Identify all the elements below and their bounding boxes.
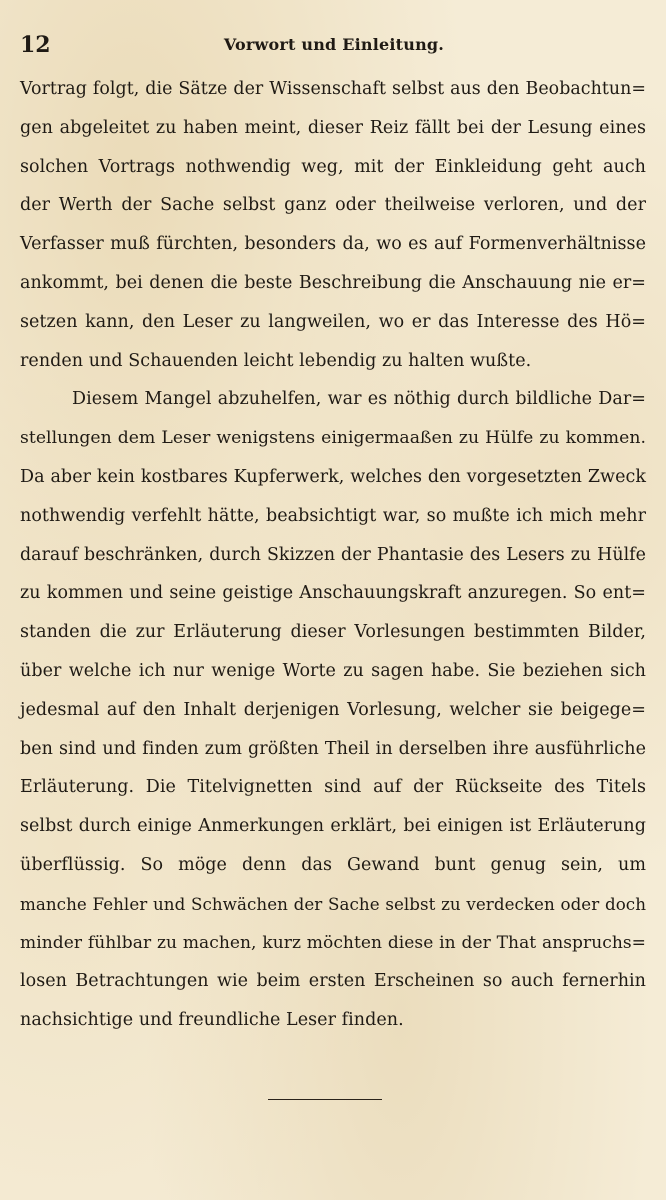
text-line: renden und Schauenden leicht lebendig zu halten wußte. — [20, 350, 532, 371]
section-end-rule — [268, 1099, 382, 1100]
text-line: Erläuterung. Die Titelvignetten sind auf der Rückseite des Titels — [20, 777, 646, 798]
text-line: solchen Vortrags nothwendig weg, mit der Einkleidung geht auch — [20, 156, 646, 177]
running-head: Vorwort und Einleitung. — [223, 35, 445, 54]
text-line: der Werth der Sache selbst ganz oder theilweise verloren, und der — [20, 195, 646, 216]
text-line: losen Betrachtungen wie beim ersten Erscheinen so auch fernerhin — [20, 971, 646, 992]
text-line: nachsichtige und freundliche Leser finden. — [20, 1010, 404, 1031]
text-line: nothwendig verfehlt hätte, beabsichtigt war, so mußte ich mich mehr — [20, 505, 646, 526]
text-line: überflüssig. So möge denn das Gewand bunt genug sein, um — [20, 854, 646, 875]
text-line: zu kommen und seine geistige Anschauungskraft anzuregen. So ent= — [20, 583, 646, 604]
text-line: gen abgeleitet zu haben meint, dieser Reiz fällt bei der Lesung eines — [20, 117, 646, 138]
text-line: ankommt, bei denen die beste Beschreibung die Anschauung nie er= — [20, 272, 646, 293]
text-line: ben sind und finden zum größten Theil in derselben ihre ausführliche — [20, 738, 646, 759]
text-line: Diesem Mangel abzuhelfen, war es nöthig durch bildliche Dar= — [72, 389, 646, 410]
text-line: standen die zur Erläuterung dieser Vorlesungen bestimmten Bilder, — [20, 622, 646, 643]
text-line: stellungen dem Leser wenigstens einigermaaßen zu Hülfe zu kommen. — [20, 428, 646, 449]
text-line: jedesmal auf den Inhalt derjenigen Vorlesung, welcher sie beigege= — [20, 699, 646, 720]
text-line: Da aber kein kostbares Kupferwerk, welches den vorgesetzten Zweck — [20, 466, 646, 487]
text-line: selbst durch einige Anmerkungen erklärt, bei einigen ist Erläuterung — [20, 816, 646, 837]
page-number: 12 — [20, 32, 51, 58]
text-line: manche Fehler und Schwächen der Sache selbst zu verdecken oder doch — [20, 893, 646, 914]
text-line: setzen kann, den Leser zu langweilen, wo er das Interesse des Hö= — [20, 311, 646, 332]
body-text — [20, 70, 646, 1040]
text-line: Vortrag folgt, die Sätze der Wissenschaft selbst aus den Beobachtun= — [20, 79, 646, 99]
text-line: darauf beschränken, durch Skizzen der Phantasie des Lesers zu Hülfe — [20, 544, 646, 565]
page-header — [20, 28, 648, 62]
text-line: Verfasser muß fürchten, besonders da, wo es auf Formenverhältnisse — [20, 234, 646, 255]
text-line: minder fühlbar zu machen, kurz möchten diese in der That anspruchs= — [20, 932, 646, 953]
text-line: über welche ich nur wenige Worte zu sagen habe. Sie beziehen sich — [20, 660, 646, 681]
